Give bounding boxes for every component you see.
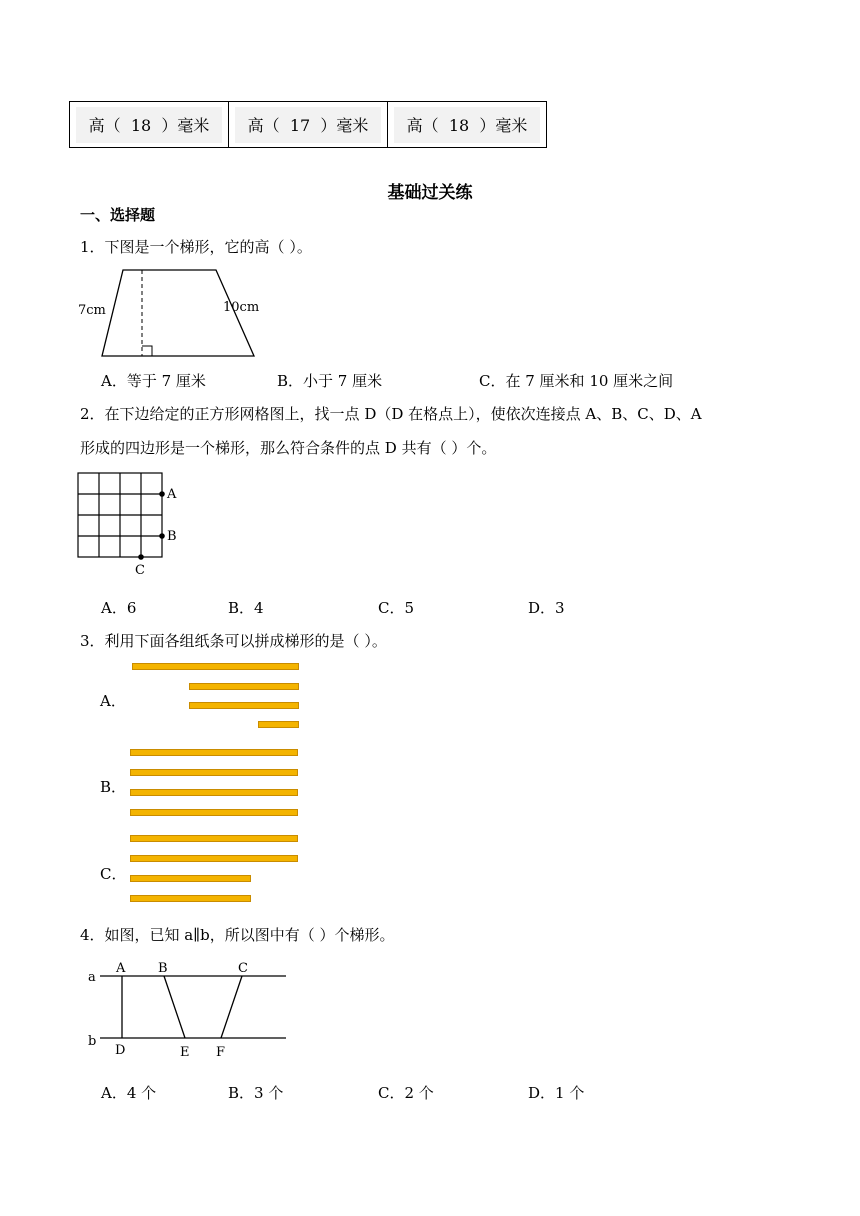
height-cell-text: 高（ 17 ）毫米: [235, 107, 381, 143]
line-a-label: a: [88, 970, 96, 985]
height-table: [69, 101, 547, 148]
point-c-label: C: [135, 563, 145, 578]
question-2-option-d: D．3: [528, 599, 565, 617]
point-f-label: F: [216, 1045, 226, 1060]
height-cell-text: 高（ 18 ）毫米: [76, 107, 222, 143]
paper-strip: [132, 663, 299, 670]
question-2-option-a: A．6: [101, 599, 137, 617]
question-2-option-b: B．4: [228, 599, 264, 617]
height-cell: [229, 102, 388, 147]
question-4-option-b: B．3 个: [228, 1084, 284, 1102]
line-b-label: b: [88, 1034, 97, 1049]
point-c-label: C: [238, 961, 248, 976]
question-1-option-b: B．小于 7 厘米: [277, 372, 383, 390]
question-3-option-b-label: B．: [100, 778, 127, 796]
height-cell-text: 高（ 18 ）毫米: [394, 107, 540, 143]
point-d-label: D: [115, 1043, 126, 1058]
segment-be: [164, 976, 185, 1038]
question-3-option-a-label: A．: [100, 692, 126, 710]
question-4-option-a: A．4 个: [101, 1084, 157, 1102]
paper-strip: [189, 702, 299, 709]
paper-strip: [130, 875, 251, 882]
question-4-text: 4．如图，已知 a∥b，所以图中有（ ）个梯形。: [80, 926, 395, 944]
left-side-label: 7cm: [78, 303, 106, 318]
question-1-option-c: C．在 7 厘米和 10 厘米之间: [479, 372, 674, 390]
paper-strip: [130, 789, 298, 796]
question-4-parallel-lines-figure: [80, 956, 295, 1060]
height-cell: [70, 102, 229, 147]
right-angle-mark: [142, 346, 152, 356]
square-grid: [78, 473, 162, 557]
section-title: 基础过关练: [387, 183, 473, 203]
question-2-option-c: C．5: [378, 599, 415, 617]
paper-strip: [130, 809, 298, 816]
question-1-option-a: A．等于 7 厘米: [101, 372, 206, 390]
paper-strip: [130, 855, 298, 862]
question-2-text-line2: 形成的四边形是一个梯形，那么符合条件的点 D 共有（ ）个。: [80, 439, 497, 457]
segment-cf: [221, 976, 242, 1038]
point-b-label: B: [158, 961, 168, 976]
point-a-label: A: [116, 961, 126, 976]
question-1-trapezoid-figure: [76, 264, 266, 362]
question-1-text: 1．下图是一个梯形，它的高（ ）。: [80, 238, 312, 256]
question-2-text-line1: 2．在下边给定的正方形网格图上，找一点 D（D 在格点上），使依次连接点 A、B、C、D、A: [80, 405, 702, 423]
point-b: [159, 533, 165, 539]
paper-strip: [130, 769, 298, 776]
question-2-grid-figure: [70, 466, 190, 578]
point-a-label: A: [167, 487, 177, 502]
right-side-label: 10cm: [223, 300, 260, 315]
question-3-text: 3．利用下面各组纸条可以拼成梯形的是（ ）。: [80, 632, 387, 650]
point-a: [159, 491, 165, 497]
point-b-label: B: [167, 529, 177, 544]
paper-strip: [130, 895, 251, 902]
point-c: [138, 554, 144, 560]
paper-strip: [258, 721, 299, 728]
question-3-option-c-label: C．: [100, 865, 127, 883]
section-heading: 一、选择题: [80, 206, 156, 224]
paper-strip: [189, 683, 299, 690]
paper-strip: [130, 835, 298, 842]
question-4-option-c: C．2 个: [378, 1084, 434, 1102]
height-cell: [388, 102, 546, 147]
point-e-label: E: [180, 1045, 190, 1060]
question-4-option-d: D．1 个: [528, 1084, 585, 1102]
paper-strip: [130, 749, 298, 756]
